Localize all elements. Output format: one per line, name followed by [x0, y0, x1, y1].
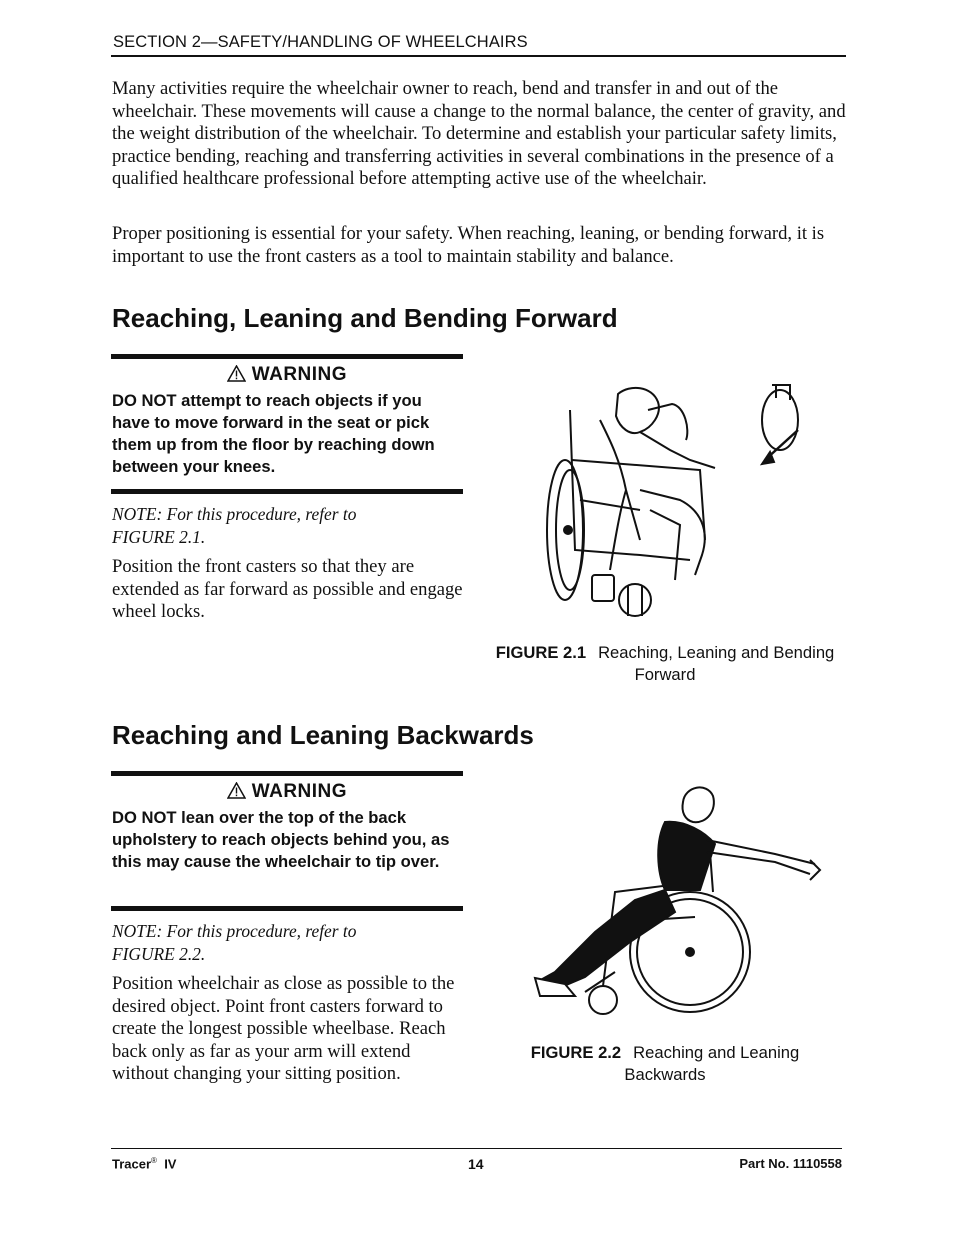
registered-mark: ® [151, 1156, 157, 1165]
product-suffix: IV [164, 1156, 177, 1172]
warning-title [111, 364, 463, 386]
warning-label: WARNING [251, 781, 348, 802]
figure-2-1-caption [480, 642, 850, 686]
figure-number: FIGURE 2.2 [530, 1043, 622, 1062]
figure-2-2-illustration [525, 782, 825, 1022]
procedure-note: NOTE: For this procedure, refer to FIGURE 2.2. [112, 921, 357, 964]
figure-caption-text: Reaching and Leaning Backwards [624, 1043, 800, 1084]
procedure-instruction: Position the front casters so that they are extended as far forward as possible and engage wheel locks. [112, 556, 463, 623]
intro-paragraph-1: Many activities require the wheelchair owner to reach, bend and transfer in and out of the wheelchair. These movements will cause a change to the normal balance, the center of gravity, and the weight distribution of the wheelchair. To determine and establish your particular safety limits, practice bending, reaching and transferring activities in several combinations in the presence of a qualified healthcare professional before attempting active use of the wheelchair. [112, 78, 846, 190]
procedure-instruction: Position wheelchair as close as possible to the desired object. Point front casters forward to create the longest possible wheelbase. Reach back only as far as your arm will extend without changing your sitting position. [112, 973, 455, 1085]
figure-number: FIGURE 2.1 [495, 643, 587, 662]
warning-top-rule [111, 771, 463, 776]
footer-product [112, 1156, 176, 1171]
warning-triangle-icon [227, 781, 252, 802]
heading-reaching-forward: Reaching, Leaning and Bending Forward [112, 303, 618, 333]
warning-bottom-rule [111, 489, 463, 494]
warning-bottom-rule [111, 906, 463, 911]
section-header: SECTION 2—SAFETY/HANDLING OF WHEELCHAIRS [113, 33, 528, 51]
product-name: Tracer [112, 1156, 152, 1172]
figure-2-1-illustration [540, 380, 820, 630]
procedure-note: NOTE: For this procedure, refer to FIGURE 2.1. [112, 504, 357, 547]
warning-title [111, 781, 463, 803]
header-rule [111, 55, 846, 57]
page-number: 14 [468, 1156, 484, 1172]
heading-reaching-backward: Reaching and Leaning Backwards [112, 720, 534, 750]
figure-caption-text: Reaching, Leaning and Bending Forward [598, 643, 835, 684]
warning-text: DO NOT attempt to reach objects if you have to move forward in the seat or pick them up from the floor by reaching down between your knees. [112, 391, 435, 476]
warning-triangle-icon [227, 364, 252, 385]
intro-paragraph-2: Proper positioning is essential for your safety. When reaching, leaning, or bending forward, it is important to use the front casters as a tool to maintain stability and balance. [112, 223, 825, 267]
warning-top-rule [111, 354, 463, 359]
footer-rule [111, 1148, 842, 1149]
warning-label: WARNING [251, 364, 348, 385]
figure-2-2-caption [500, 1042, 830, 1086]
part-number: Part No. 1110558 [739, 1156, 842, 1171]
warning-text: DO NOT lean over the top of the back upholstery to reach objects behind you, as this may cause the wheelchair to tip over. [112, 808, 450, 871]
